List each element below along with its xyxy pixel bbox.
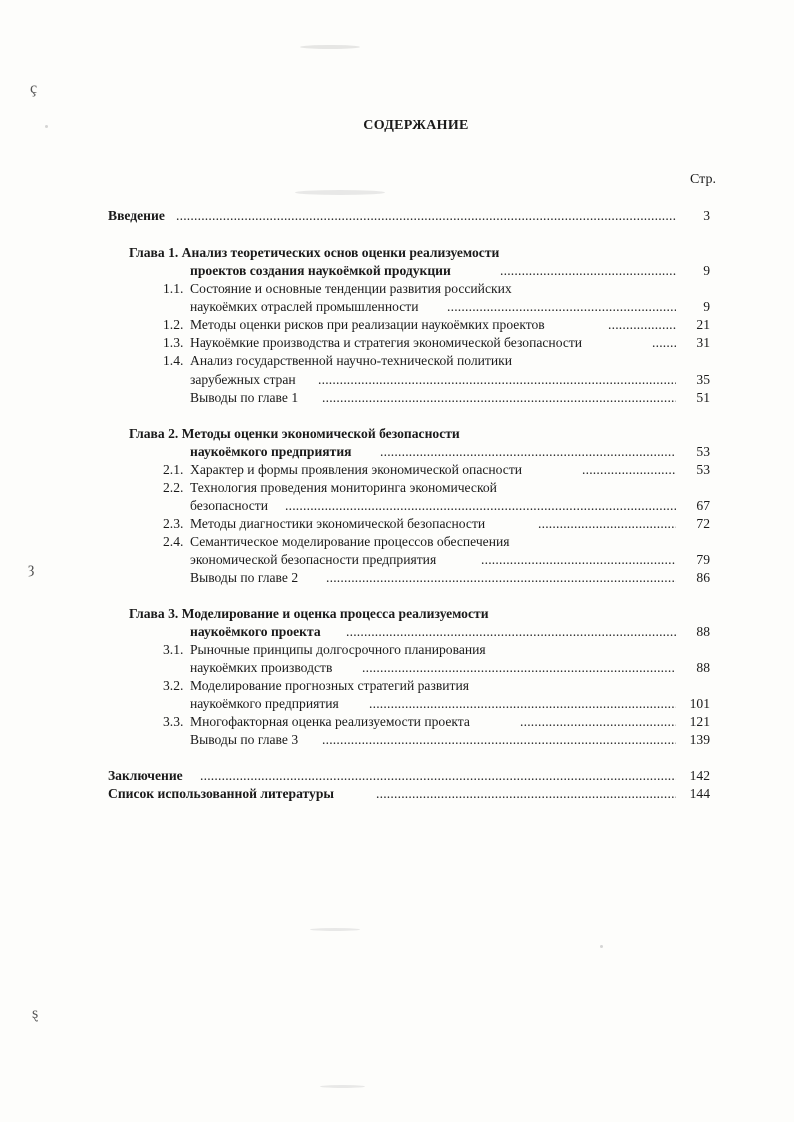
leader-dots [582,461,676,479]
scan-punch-mark-top: ç [30,80,38,97]
toc-page-number: 3 [703,208,710,223]
toc-entry-references[interactable] [0,785,710,803]
toc-entry-conclusion[interactable] [0,767,710,785]
page-column-label: Стр. [690,172,716,187]
toc-entry-2-1[interactable]: 2.1. Характер и формы проявления экономической опасности ..... 53 [0,461,710,479]
toc-label: наукоёмкого предприятия [190,696,339,711]
scan-speck [310,928,360,931]
toc-section-2-4-heading: 2.4. Семантическое моделирование процессов обеспечения [163,534,510,549]
toc-page-number: 9 [703,263,710,278]
leader-dots [481,551,676,569]
toc-entry-1-4[interactable] [0,371,710,389]
toc-page-number: 142 [689,768,710,783]
leader-dots [538,515,676,533]
leader-dots [200,767,676,785]
toc-entry-conclusions-2[interactable] [0,569,710,587]
toc-label: наукоёмкого предприятия [190,444,352,459]
scan-speck [300,45,360,49]
leader-dots [608,316,676,334]
toc-page-number: 35 [696,372,710,387]
scan-punch-mark-middle: ȝ [28,560,35,577]
toc-label: Методы диагностики экономической безопасности [190,516,486,531]
toc-page-number: 31 [696,335,710,350]
toc-page-number: 79 [696,552,710,567]
toc-entry-chapter-3[interactable] [0,623,710,641]
toc-entry-chapter-2[interactable] [0,443,710,461]
toc-entry-intro[interactable] [0,207,710,225]
scan-speck [45,125,48,128]
scan-punch-mark-bottom: ȿ [32,1005,39,1022]
scan-speck [320,1085,365,1088]
toc-label: Выводы по главе 1 [190,390,299,405]
toc-label: Заключение [108,768,183,783]
toc-label: Введение [108,208,165,223]
scan-speck [295,190,385,195]
toc-entry-1-3[interactable]: 1.3. Наукоёмкие производства и стратегия экономической безопасности ..... 31 [0,334,710,352]
leader-dots [346,623,676,641]
toc-entry-2-2[interactable] [0,497,710,515]
toc-entry-1-2[interactable]: 1.2. Методы оценки рисков при реализации наукоёмких проектов ..... 21 [0,316,710,334]
leader-dots [520,713,676,731]
page-title: СОДЕРЖАНИЕ [363,118,469,133]
toc-entry-chapter-1[interactable] [0,262,710,280]
toc-page-number: 53 [696,462,710,477]
toc-section-3-1-heading: 3.1. Рыночные принципы долгосрочного планирования [163,642,486,657]
toc-entry-conclusions-1[interactable] [0,389,710,407]
leader-dots [369,695,676,713]
toc-chapter-3-heading: Глава 3. Моделирование и оценка процесса реализуемости [129,606,489,621]
toc-section-2-2-heading: 2.2. Технология проведения мониторинга экономической [163,480,497,495]
toc-page-number: 139 [689,732,710,747]
leader-dots [380,443,676,461]
toc-label: наукоёмких производств [190,660,333,675]
toc-entry-2-3[interactable]: 2.3. Методы диагностики экономической безопасности ..... 72 [0,515,710,533]
toc-entry-conclusions-3[interactable] [0,731,710,749]
toc-label: Выводы по главе 3 [190,732,299,747]
toc-entry-2-4[interactable] [0,551,710,569]
toc-label: Наукоёмкие производства и стратегия экономической безопасности [190,335,583,350]
leader-dots [318,371,676,389]
leader-dots [652,334,676,352]
toc-chapter-2-heading: Глава 2. Методы оценки экономической безопасности [129,426,460,441]
toc-label: наукоёмкого проекта [190,624,321,639]
leader-dots [326,569,676,587]
leader-dots [285,497,676,515]
toc-label: Характер и формы проявления экономической опасности [190,462,523,477]
toc-section-1-1-heading: 1.1. Состояние и основные тенденции развития российских [163,281,512,296]
toc-page-number: 67 [696,498,710,513]
toc-label: проектов создания наукоёмкой продукции [190,263,451,278]
toc-entry-3-1[interactable] [0,659,710,677]
toc-page-number: 101 [689,696,710,711]
toc-label: Методы оценки рисков при реализации наукоёмких проектов [190,317,545,332]
toc-label: Список использованной литературы [108,786,334,801]
toc-entry-3-3[interactable]: 3.3. Многофакторная оценка реализуемости проекта ..... 121 [0,713,710,731]
toc-label: безопасности [190,498,269,513]
toc-label: Многофакторная оценка реализуемости проекта [190,714,470,729]
leader-dots [362,659,676,677]
toc-section-3-2-heading: 3.2. Моделирование прогнозных стратегий развития [163,678,469,693]
toc-entry-1-1[interactable] [0,298,710,316]
toc-entry-3-2[interactable] [0,695,710,713]
toc-page-number: 86 [696,570,710,585]
toc-page-number: 51 [696,390,710,405]
toc-label: наукоёмких отраслей промышленности [190,299,419,314]
leader-dots [500,262,676,280]
toc-page-number: 121 [689,714,710,729]
toc-label: экономической безопасности предприятия [190,552,437,567]
leader-dots [447,298,676,316]
toc-label: зарубежных стран [190,372,296,387]
leader-dots [376,785,676,803]
toc-page-number: 144 [689,786,710,801]
leader-dots [322,731,676,749]
toc-page-number: 88 [696,660,710,675]
toc-chapter-1-heading: Глава 1. Анализ теоретических основ оценки реализуемости [129,245,500,260]
toc-label: Выводы по главе 2 [190,570,299,585]
leader-dots [322,389,676,407]
toc-page-number: 9 [703,299,710,314]
toc-page-number: 88 [696,624,710,639]
toc-page-number: 72 [696,516,710,531]
toc-section-1-4-heading: 1.4. Анализ государственной научно-технической политики [163,353,513,368]
toc-page-number: 21 [696,317,710,332]
scan-speck [600,945,603,948]
toc-page-number: 53 [696,444,710,459]
leader-dots [176,207,676,225]
